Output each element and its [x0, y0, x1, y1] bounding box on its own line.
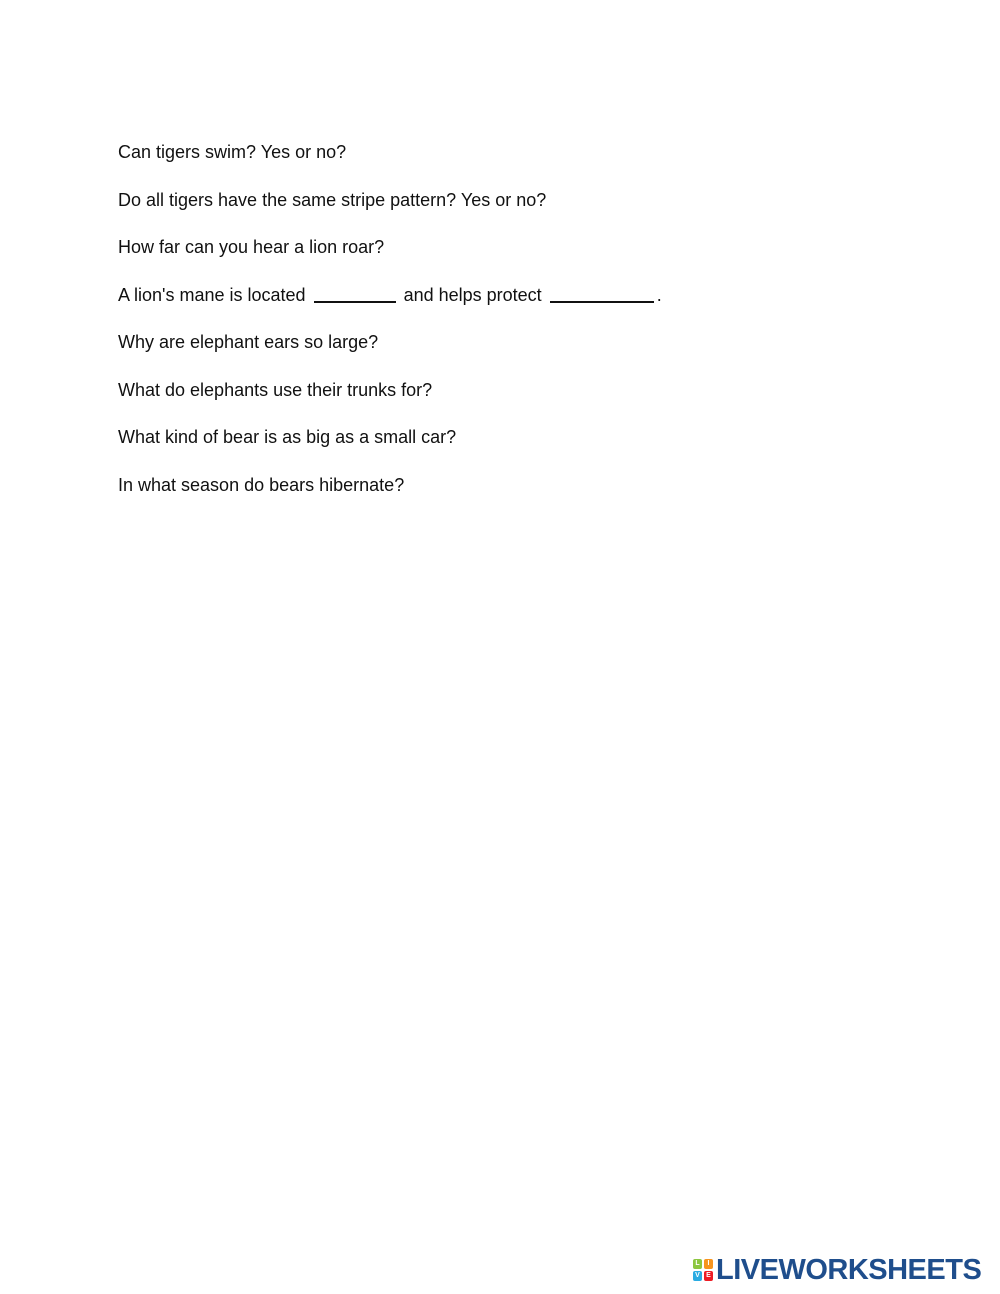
question-1: Can tigers swim? Yes or no? [118, 142, 347, 162]
question-4 [118, 284, 878, 306]
worksheet-questions [118, 141, 878, 521]
liveworksheets-logo-mark [693, 1259, 713, 1281]
answer-blank-mane-protects[interactable] [550, 287, 654, 303]
logo-mark-cell-i: I [704, 1259, 713, 1269]
question-5: Why are elephant ears so large? [118, 332, 379, 352]
liveworksheets-logo-text: LIVEWORKSHEETS [716, 1254, 982, 1286]
logo-mark-cell-l: L [693, 1259, 702, 1269]
logo-mark-cell-e: E [704, 1271, 713, 1281]
liveworksheets-logo [693, 1255, 981, 1285]
answer-blank-mane-location[interactable] [314, 287, 396, 303]
question-4-part-2: and helps protect [403, 284, 542, 305]
logo-mark-cell-v: V [693, 1271, 702, 1281]
question-4-part-1: A lion's mane is located [118, 284, 306, 305]
question-4-part-3: . [656, 284, 662, 305]
question-2: Do all tigers have the same stripe pattern? Yes or no? [118, 189, 547, 210]
question-6: What do elephants use their trunks for? [118, 379, 433, 400]
question-8: In what season do bears hibernate? [118, 474, 405, 495]
question-3: How far can you hear a lion roar? [118, 237, 385, 257]
question-7: What kind of bear is as big as a small car? [118, 427, 457, 447]
